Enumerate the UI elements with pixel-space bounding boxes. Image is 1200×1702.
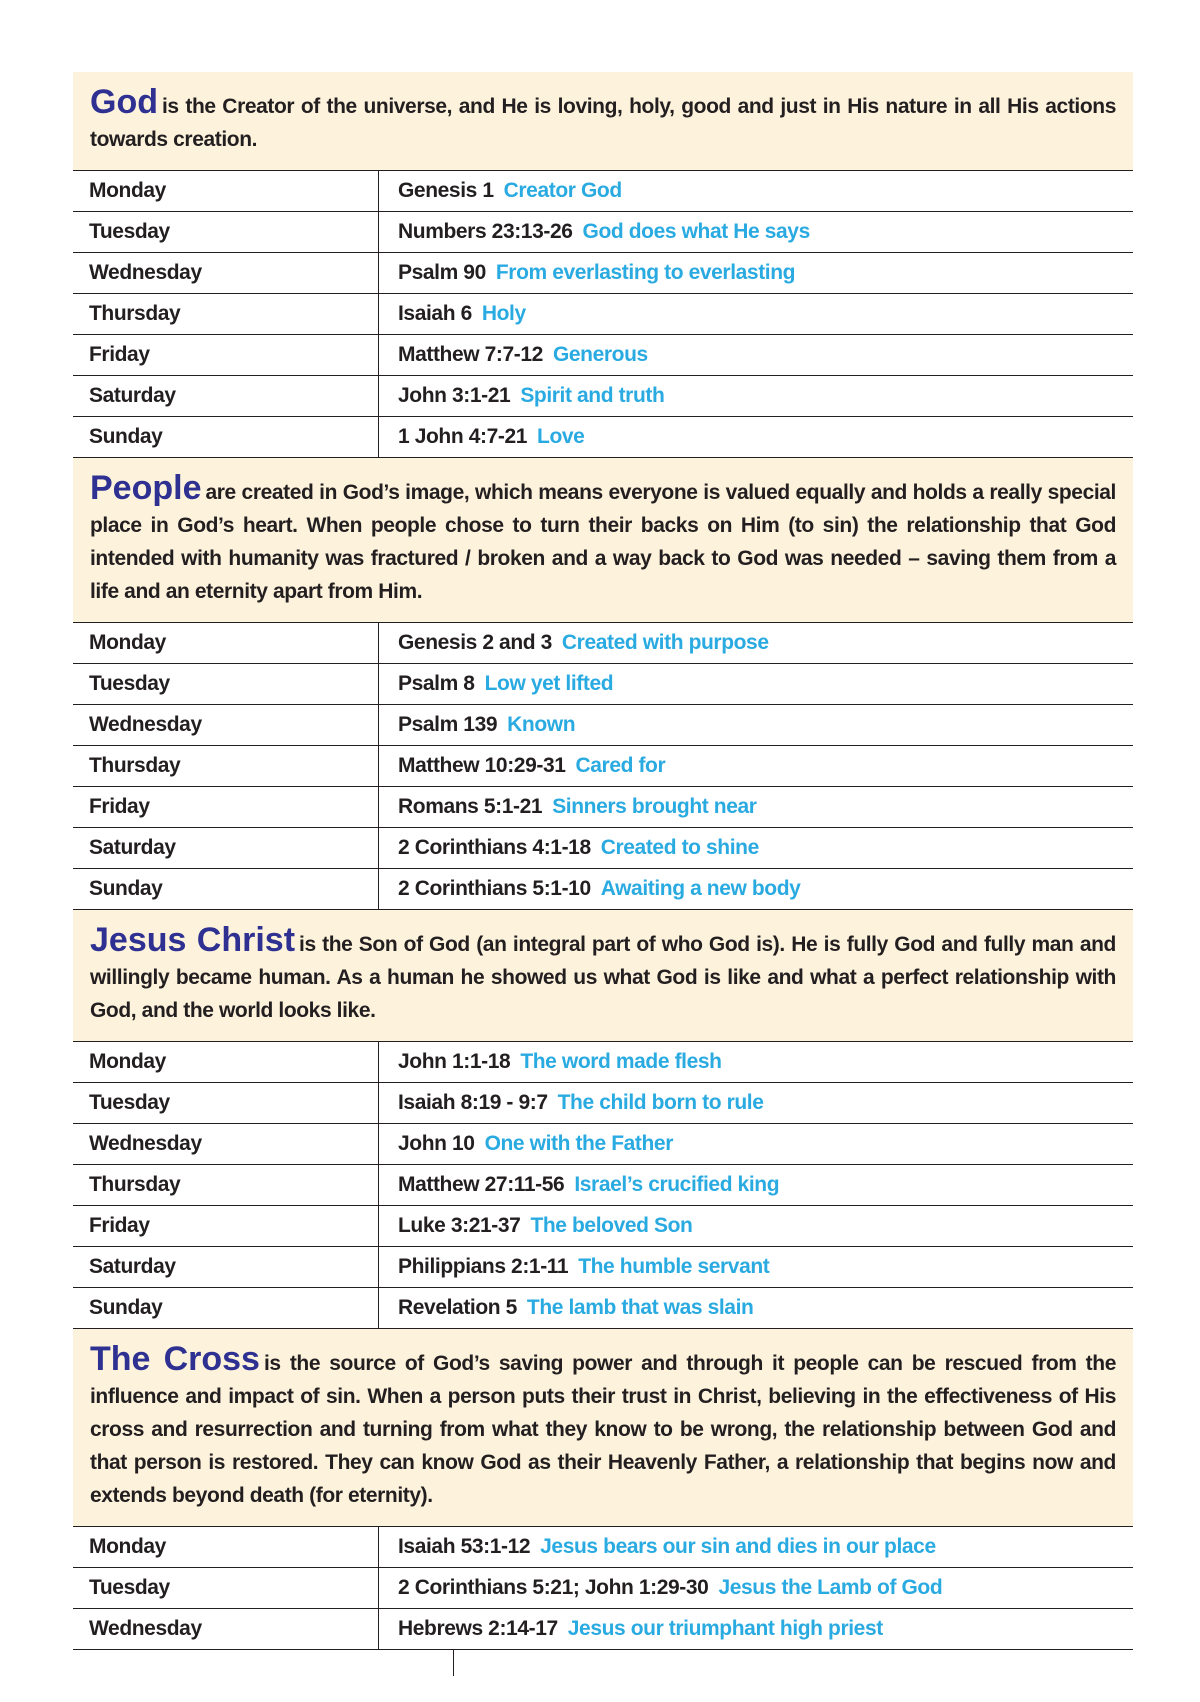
- intro-paragraph: [90, 921, 1116, 1027]
- day-cell: Saturday: [73, 1247, 379, 1288]
- day-cell: Monday: [73, 171, 379, 212]
- reading-cell: [379, 253, 1134, 294]
- table-row: [73, 664, 1133, 705]
- reading-table: [73, 1526, 1133, 1650]
- column-divider-stub: [453, 1650, 454, 1676]
- reading-theme: Jesus our triumphant high priest: [567, 1617, 883, 1640]
- reading-theme: God does what He says: [582, 220, 810, 243]
- table-row: [73, 376, 1133, 417]
- day-cell: Tuesday: [73, 212, 379, 253]
- reading-theme: Israel’s crucified king: [574, 1173, 780, 1196]
- reading-cell: [379, 828, 1134, 869]
- table-row: [73, 1609, 1133, 1650]
- reading-cell: [379, 1165, 1134, 1206]
- table-row: [73, 1206, 1133, 1247]
- reading-cell: [379, 869, 1134, 910]
- table-row: [73, 1042, 1133, 1083]
- scripture-reference: Genesis 2 and 3: [398, 631, 552, 654]
- day-cell: Sunday: [73, 417, 379, 458]
- section-intro: [73, 910, 1133, 1041]
- reading-theme: Known: [507, 713, 576, 736]
- scripture-reference: Psalm 139: [398, 713, 498, 736]
- day-cell: Wednesday: [73, 1609, 379, 1650]
- reading-table: [73, 622, 1133, 910]
- reading-theme: Holy: [481, 302, 526, 325]
- section-description: is the Creator of the universe, and He is loving, holy, good and just in His nature in all His actions towards creation.: [90, 95, 1116, 151]
- scripture-reference: John 1:1-18: [398, 1050, 511, 1073]
- day-cell: Saturday: [73, 828, 379, 869]
- section-intro: [73, 1329, 1133, 1526]
- reading-theme: Awaiting a new body: [600, 877, 801, 900]
- table-row: [73, 1568, 1133, 1609]
- table-row: [73, 1124, 1133, 1165]
- reading-cell: [379, 1206, 1134, 1247]
- day-cell: Wednesday: [73, 253, 379, 294]
- scripture-reference: Philippians 2:1-11: [398, 1255, 569, 1278]
- section-description: is the source of God’s saving power and through it people can be rescued from the influence and impact of sin. When a person puts their trust in Christ, believing in the effectiveness of His cross and resurrection and turning from what they know to be wrong, the relationship between God and that person is restored. They can know God as their Heavenly Father, a relationship that begins now and extends beyond death (for eternity).: [90, 1352, 1116, 1507]
- reading-table: [73, 1041, 1133, 1329]
- reading-theme: Jesus the Lamb of God: [718, 1576, 943, 1599]
- day-cell: Tuesday: [73, 1568, 379, 1609]
- reading-cell: [379, 335, 1134, 376]
- section-keyword: Jesus Christ: [90, 921, 296, 959]
- table-row: [73, 417, 1133, 458]
- day-cell: Friday: [73, 1206, 379, 1247]
- table-row: [73, 253, 1133, 294]
- scripture-reference: John 10: [398, 1132, 475, 1155]
- scripture-reference: 2 Corinthians 5:21; John 1:29-30: [398, 1576, 709, 1599]
- reading-cell: [379, 705, 1134, 746]
- day-cell: Tuesday: [73, 1083, 379, 1124]
- reading-cell: [379, 212, 1134, 253]
- table-row: [73, 294, 1133, 335]
- scripture-reference: Luke 3:21-37: [398, 1214, 521, 1237]
- table-row: [73, 828, 1133, 869]
- reading-cell: [379, 746, 1134, 787]
- reading-cell: [379, 1609, 1134, 1650]
- table-row: [73, 1083, 1133, 1124]
- scripture-reference: 1 John 4:7-21: [398, 425, 528, 448]
- scripture-reference: John 3:1-21: [398, 384, 511, 407]
- reading-theme: Creator God: [503, 179, 622, 202]
- intro-paragraph: [90, 469, 1116, 608]
- reading-theme: The child born to rule: [557, 1091, 764, 1114]
- intro-paragraph: [90, 1340, 1116, 1512]
- reading-theme: Created with purpose: [561, 631, 769, 654]
- reading-cell: [379, 1288, 1134, 1329]
- scripture-reference: 2 Corinthians 5:1-10: [398, 877, 591, 900]
- reading-theme: The beloved Son: [530, 1214, 693, 1237]
- reading-cell: [379, 1042, 1134, 1083]
- scripture-reference: Isaiah 6: [398, 302, 472, 325]
- reading-theme: Low yet lifted: [484, 672, 614, 695]
- reading-theme: The humble servant: [578, 1255, 770, 1278]
- scripture-reference: Romans 5:1-21: [398, 795, 543, 818]
- scripture-reference: Numbers 23:13-26: [398, 220, 573, 243]
- table-row: [73, 1247, 1133, 1288]
- reading-cell: [379, 787, 1134, 828]
- day-cell: Tuesday: [73, 664, 379, 705]
- scripture-reference: Matthew 10:29-31: [398, 754, 566, 777]
- day-cell: Friday: [73, 787, 379, 828]
- reading-cell: [379, 417, 1134, 458]
- reading-cell: [379, 171, 1134, 212]
- reading-cell: [379, 1083, 1134, 1124]
- reading-theme: One with the Father: [484, 1132, 673, 1155]
- scripture-reference: Psalm 90: [398, 261, 486, 284]
- section-description: are created in God’s image, which means everyone is valued equally and holds a really special place in God’s heart. When people chose to turn their backs on Him (to sin) the relationship that God intended with humanity was fractured / broken and a way back to God was needed – saving them from a life and an eternity apart from Him.: [90, 481, 1116, 603]
- reading-cell: [379, 664, 1134, 705]
- day-cell: Wednesday: [73, 1124, 379, 1165]
- scripture-reference: Revelation 5: [398, 1296, 517, 1319]
- day-cell: Monday: [73, 623, 379, 664]
- table-row: [73, 869, 1133, 910]
- reading-cell: [379, 1124, 1134, 1165]
- day-cell: Thursday: [73, 294, 379, 335]
- day-cell: Thursday: [73, 1165, 379, 1206]
- day-cell: Wednesday: [73, 705, 379, 746]
- reading-cell: [379, 1568, 1134, 1609]
- scripture-reference: Matthew 7:7-12: [398, 343, 543, 366]
- day-cell: Monday: [73, 1042, 379, 1083]
- scripture-reference: Genesis 1: [398, 179, 494, 202]
- scripture-reference: 2 Corinthians 4:1-18: [398, 836, 591, 859]
- day-cell: Saturday: [73, 376, 379, 417]
- reading-theme: Sinners brought near: [552, 795, 757, 818]
- reading-theme: From everlasting to everlasting: [495, 261, 796, 284]
- reading-cell: [379, 1247, 1134, 1288]
- reading-theme: The lamb that was slain: [526, 1296, 754, 1319]
- table-row: [73, 1165, 1133, 1206]
- reading-theme: The word made flesh: [520, 1050, 722, 1073]
- scripture-reference: Isaiah 53:1-12: [398, 1535, 531, 1558]
- table-row: [73, 1288, 1133, 1329]
- section-description: is the Son of God (an integral part of who God is). He is fully God and fully man and willingly became human. As a human he showed us what God is like and what a perfect relationship with God, and the world looks like.: [90, 933, 1116, 1022]
- reading-cell: [379, 376, 1134, 417]
- reading-theme: Spirit and truth: [520, 384, 665, 407]
- table-row: [73, 705, 1133, 746]
- table-row: [73, 623, 1133, 664]
- section-keyword: The Cross: [90, 1340, 260, 1378]
- scripture-reference: Isaiah 8:19 - 9:7: [398, 1091, 548, 1114]
- reading-theme: Jesus bears our sin and dies in our place: [540, 1535, 936, 1558]
- table-row: [73, 787, 1133, 828]
- reading-cell: [379, 623, 1134, 664]
- reading-cell: [379, 1527, 1134, 1568]
- reading-theme: Love: [537, 425, 585, 448]
- reading-cell: [379, 294, 1134, 335]
- reading-plan-page: [73, 72, 1133, 1650]
- reading-theme: Created to shine: [600, 836, 759, 859]
- intro-paragraph: [90, 83, 1116, 156]
- scripture-reference: Psalm 8: [398, 672, 475, 695]
- day-cell: Sunday: [73, 869, 379, 910]
- scripture-reference: Matthew 27:11-56: [398, 1173, 565, 1196]
- table-row: [73, 335, 1133, 376]
- section-intro: [73, 72, 1133, 170]
- section-keyword: People: [90, 469, 202, 507]
- day-cell: Friday: [73, 335, 379, 376]
- table-row: [73, 746, 1133, 787]
- table-row: [73, 171, 1133, 212]
- day-cell: Monday: [73, 1527, 379, 1568]
- reading-theme: Generous: [552, 343, 648, 366]
- reading-table: [73, 170, 1133, 458]
- reading-theme: Cared for: [575, 754, 666, 777]
- day-cell: Thursday: [73, 746, 379, 787]
- table-row: [73, 1527, 1133, 1568]
- table-row: [73, 212, 1133, 253]
- section-keyword: God: [90, 83, 158, 121]
- day-cell: Sunday: [73, 1288, 379, 1329]
- scripture-reference: Hebrews 2:14-17: [398, 1617, 558, 1640]
- section-intro: [73, 458, 1133, 622]
